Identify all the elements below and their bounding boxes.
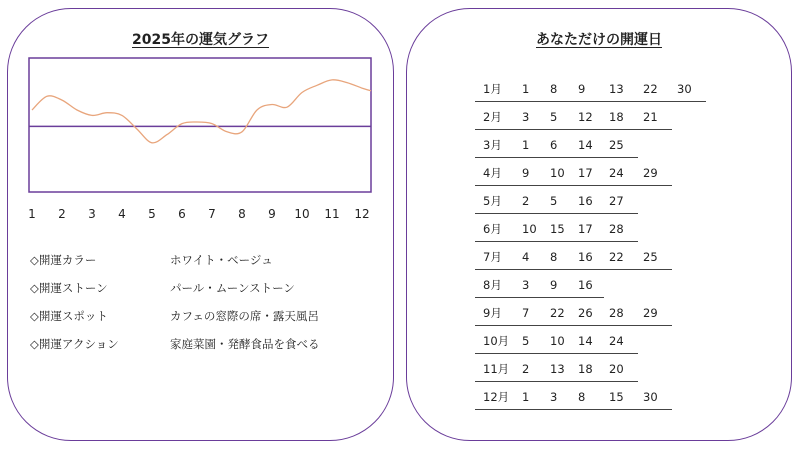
lucky-day: 3 bbox=[522, 110, 530, 124]
x-tick-label: 10 bbox=[294, 207, 310, 221]
lucky-day: 15 bbox=[609, 390, 624, 404]
lucky-info-value: カフェの窓際の席・露天風呂 bbox=[170, 309, 319, 323]
x-tick-label: 4 bbox=[118, 207, 126, 221]
lucky-day: 17 bbox=[578, 222, 593, 236]
month-label: 11月 bbox=[483, 362, 510, 376]
x-tick-label: 8 bbox=[238, 207, 246, 221]
x-tick-label: 3 bbox=[88, 207, 96, 221]
lucky-day: 5 bbox=[550, 194, 558, 208]
lucky-day: 27 bbox=[609, 194, 624, 208]
lucky-day: 9 bbox=[550, 278, 558, 292]
lucky-day: 8 bbox=[578, 390, 586, 404]
month-label: 6月 bbox=[483, 222, 502, 236]
lucky-day: 5 bbox=[522, 334, 530, 348]
lucky-day: 9 bbox=[578, 82, 586, 96]
lucky-day: 30 bbox=[643, 390, 658, 404]
lucky-day: 10 bbox=[550, 166, 565, 180]
x-tick-label: 2 bbox=[58, 207, 66, 221]
lucky-day: 3 bbox=[550, 390, 558, 404]
month-label: 8月 bbox=[483, 278, 502, 292]
lucky-day: 29 bbox=[643, 306, 658, 320]
month-label: 3月 bbox=[483, 138, 502, 152]
x-tick-label: 5 bbox=[148, 207, 156, 221]
lucky-days-title-text: あなただけの開運日 bbox=[536, 32, 662, 48]
lucky-info-value: ホワイト・ベージュ bbox=[170, 253, 273, 267]
lucky-day: 18 bbox=[578, 362, 593, 376]
lucky-day: 4 bbox=[522, 250, 530, 264]
lucky-day: 22 bbox=[609, 250, 624, 264]
lucky-day: 28 bbox=[609, 306, 624, 320]
x-tick-label: 9 bbox=[268, 207, 276, 221]
month-label: 9月 bbox=[483, 306, 502, 320]
month-label: 4月 bbox=[483, 166, 502, 180]
x-tick-label: 6 bbox=[178, 207, 186, 221]
lucky-day: 8 bbox=[550, 82, 558, 96]
chart-frame bbox=[29, 58, 371, 192]
lucky-day: 1 bbox=[522, 138, 530, 152]
lucky-day: 28 bbox=[609, 222, 624, 236]
fortune-graph-title-text: 2025年の運気グラフ bbox=[132, 32, 269, 48]
lucky-day: 14 bbox=[578, 138, 593, 152]
lucky-info-label: ◇開運ストーン bbox=[30, 281, 108, 295]
lucky-day: 17 bbox=[578, 166, 593, 180]
lucky-day: 13 bbox=[550, 362, 565, 376]
lucky-day: 25 bbox=[609, 138, 624, 152]
lucky-day: 1 bbox=[522, 390, 530, 404]
lucky-day: 10 bbox=[550, 334, 565, 348]
lucky-day: 8 bbox=[550, 250, 558, 264]
fortune-line-series bbox=[32, 80, 371, 143]
lucky-day: 22 bbox=[643, 82, 658, 96]
lucky-day: 7 bbox=[522, 306, 530, 320]
lucky-day: 14 bbox=[578, 334, 593, 348]
lucky-day: 15 bbox=[550, 222, 565, 236]
lucky-day: 13 bbox=[609, 82, 624, 96]
lucky-day: 25 bbox=[643, 250, 658, 264]
month-label: 10月 bbox=[483, 334, 510, 348]
lucky-day: 30 bbox=[677, 82, 692, 96]
lucky-info-label: ◇開運スポット bbox=[30, 309, 108, 323]
lucky-day: 24 bbox=[609, 334, 624, 348]
lucky-day: 6 bbox=[550, 138, 558, 152]
lucky-day: 16 bbox=[578, 278, 593, 292]
lucky-day: 18 bbox=[609, 110, 624, 124]
lucky-day: 20 bbox=[609, 362, 624, 376]
month-label: 7月 bbox=[483, 250, 502, 264]
lucky-day: 9 bbox=[522, 166, 530, 180]
x-tick-label: 7 bbox=[208, 207, 216, 221]
lucky-day: 29 bbox=[643, 166, 658, 180]
x-tick-label: 11 bbox=[324, 207, 340, 221]
lucky-day: 26 bbox=[578, 306, 593, 320]
month-label: 2月 bbox=[483, 110, 502, 124]
lucky-day: 2 bbox=[522, 194, 530, 208]
month-label: 1月 bbox=[483, 82, 502, 96]
lucky-day: 5 bbox=[550, 110, 558, 124]
x-tick-label: 12 bbox=[354, 207, 370, 221]
lucky-day: 16 bbox=[578, 194, 593, 208]
lucky-day: 12 bbox=[578, 110, 593, 124]
lucky-info-label: ◇開運カラー bbox=[30, 253, 97, 267]
lucky-info-label: ◇開運アクション bbox=[30, 337, 119, 351]
lucky-day: 2 bbox=[522, 362, 530, 376]
lucky-day: 10 bbox=[522, 222, 537, 236]
lucky-day: 24 bbox=[609, 166, 624, 180]
month-label: 5月 bbox=[483, 194, 502, 208]
lucky-day: 3 bbox=[522, 278, 530, 292]
lucky-info-value: パール・ムーンストーン bbox=[170, 281, 295, 295]
lucky-day: 1 bbox=[522, 82, 530, 96]
lucky-day: 21 bbox=[643, 110, 658, 124]
x-tick-label: 1 bbox=[28, 207, 36, 221]
lucky-info-value: 家庭菜園・発酵食品を食べる bbox=[170, 337, 320, 351]
lucky-day: 22 bbox=[550, 306, 565, 320]
lucky-day: 16 bbox=[578, 250, 593, 264]
month-label: 12月 bbox=[483, 390, 510, 404]
